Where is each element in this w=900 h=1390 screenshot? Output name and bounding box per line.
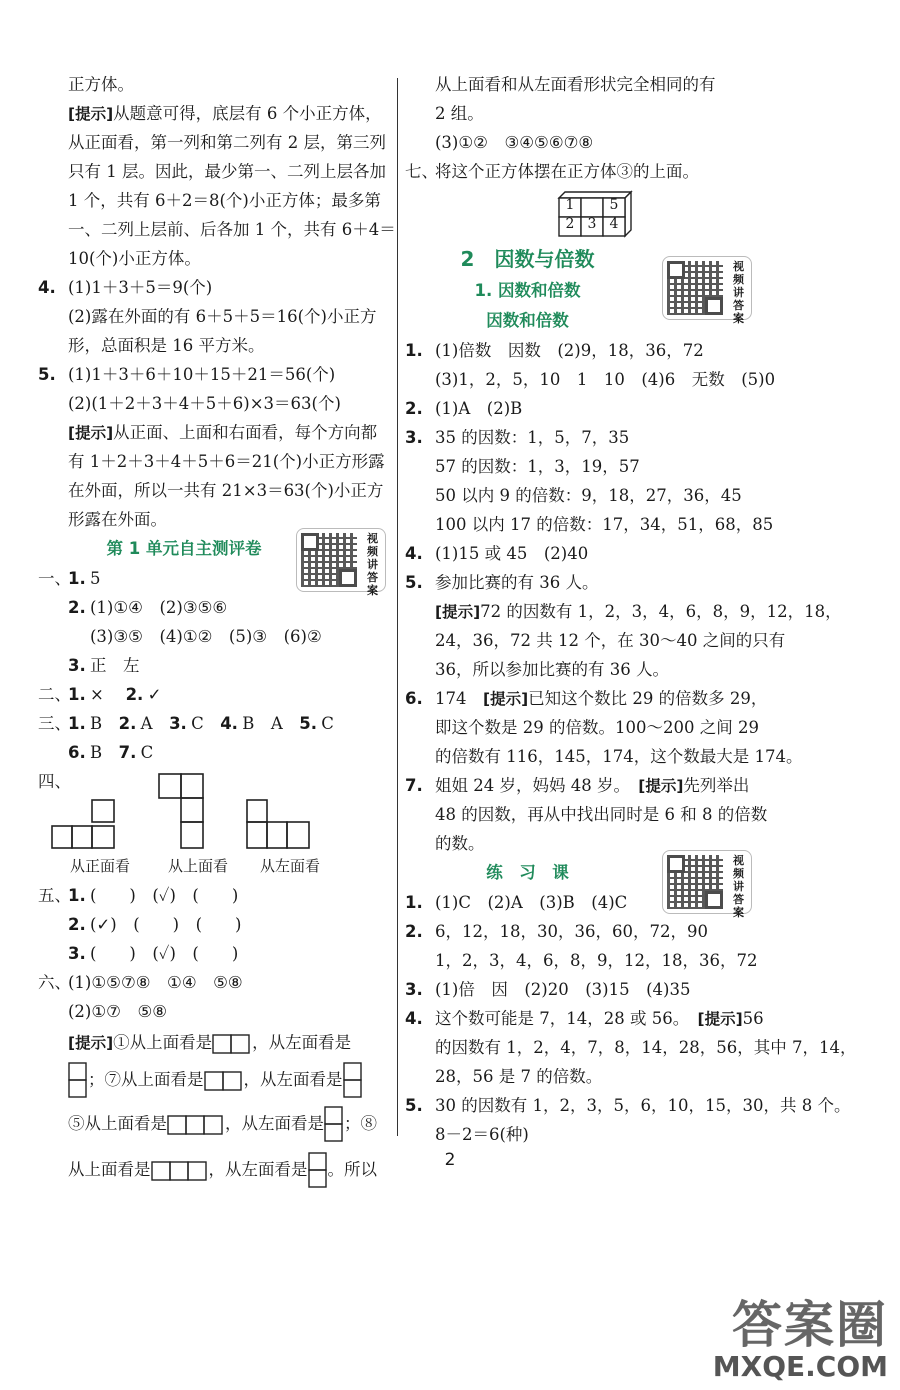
- practice-5: 5. 30 的因数有 1，2，3，5，6，10，15，30，共 8 个。: [405, 1096, 851, 1115]
- text-line: 从上面看是 ，从左面看是 。所以: [38, 1147, 390, 1193]
- caption-left: 从左面看: [260, 857, 321, 875]
- page-number: 2: [444, 1150, 456, 1170]
- section-3: 三、1. B 2. A 3. C 4. B A 5. C: [38, 714, 334, 733]
- cube-label-5: 5: [609, 197, 619, 213]
- answer-line: (3)1，2，5，10 1 10 (4)6 无数 (5)0: [435, 370, 776, 389]
- text-line: 的因数有 1，2，4，7，8，14，28，56，其中 7，14，: [435, 1038, 857, 1057]
- text-line: 从正面看，第一列和第二列有 2 层，第三列: [68, 133, 386, 152]
- text-line: (2)(1＋2＋3＋4＋5＋6)×3＝63(个): [68, 394, 341, 413]
- text-line: 2 组。: [435, 104, 484, 123]
- answer-6: 6. 174 [提示]已知这个数比 29 的倍数多 29，: [405, 689, 768, 708]
- answer-5: 5. 参加比赛的有 36 人。: [405, 573, 599, 592]
- text-line: 36，所以参加比赛的有 36 人。: [435, 660, 669, 679]
- left-column: [38, 70, 396, 1193]
- cube-label-1: 1: [565, 197, 575, 213]
- text-line: 形，总面积是 16 平方米。: [68, 336, 265, 355]
- watermark-url: MXQE.COM: [712, 1350, 888, 1383]
- qr-caption: 视频讲答案: [733, 854, 744, 919]
- vertical-two-squares-shape: [68, 1062, 88, 1100]
- answer-line: 100 以内 17 的倍数：17，34，51，68，85: [435, 515, 774, 534]
- section-2: 二、1. × 2. ✓: [38, 685, 162, 704]
- text-line: 有 1＋2＋3＋4＋5＋6＝21(个)小正方形露: [68, 452, 385, 471]
- practice-title: 练 习 课: [486, 863, 569, 882]
- practice-3: 3. (1)倍 因 (2)20 (3)15 (4)35: [405, 980, 691, 999]
- practice-4: 4. 这个数可能是 7，14，28 或 56。 [提示]56: [405, 1009, 764, 1028]
- answer-1: 1. (1)倍数 因数 (2)9，18，36，72: [405, 341, 704, 360]
- text-line: [提示]从题意可得，底层有 6 个小正方体，: [68, 104, 382, 123]
- section-title: 1. 因数和倍数: [474, 281, 581, 300]
- text-line: 的数。: [435, 834, 485, 853]
- section-5: 五、1. ( ) (✓) ( ): [38, 886, 239, 905]
- hint-label: [提示]: [68, 105, 114, 123]
- answer-5: 5. (1)1＋3＋6＋10＋15＋21＝56(个): [38, 365, 336, 384]
- text-line: [提示]①从上面看是 ，从左面看是: [68, 1033, 352, 1052]
- hint-label: [提示]: [483, 690, 529, 708]
- hint-label: [提示]: [68, 1034, 114, 1052]
- left-view-figure: [233, 796, 325, 854]
- top-view-shape: [145, 770, 217, 854]
- answer-line: (3)①② ③④⑤⑥⑦⑧: [435, 133, 594, 152]
- vertical-two-squares-shape: [324, 1106, 344, 1144]
- top-view-figure: [135, 770, 227, 854]
- column-divider: [397, 78, 398, 1136]
- answer-line: 1，2，3，4，6，8，9，12，18，36，72: [435, 951, 758, 970]
- three-squares-shape: [167, 1115, 225, 1135]
- qr-code-video-answers[interactable]: [662, 850, 752, 919]
- vertical-two-squares-shape: [343, 1062, 363, 1100]
- two-squares-shape: [212, 1034, 252, 1054]
- text-line: 从上面看和从左面看形状完全相同的有: [435, 75, 716, 94]
- answer-7: 7. 姐姐 24 岁，妈妈 48 岁。 [提示]先列举出: [405, 776, 750, 795]
- chapter-title: 2 因数与倍数: [460, 247, 595, 271]
- answer-line: 2. (1)①④ (2)③⑤⑥: [68, 598, 228, 617]
- cube-figure: [405, 186, 760, 242]
- text-line: 正方体。: [68, 75, 134, 94]
- qr-caption: 视频讲答案: [733, 260, 744, 325]
- text-line: 24，36，72 共 12 个，在 30～40 之间的只有: [435, 631, 786, 650]
- text-line: 形露在外面。: [68, 510, 167, 529]
- text-line: 即这个数是 29 的倍数。100～200 之间 29: [435, 718, 759, 737]
- hint-label: [提示]: [697, 1010, 743, 1028]
- answer-line: 3. ( ) (✓) ( ): [68, 944, 239, 963]
- text-line: 10(个)小正方体。: [68, 249, 201, 268]
- answer-line: (2)①⑦ ⑤⑧: [68, 1002, 168, 1021]
- cube-label-3: 3: [587, 216, 597, 232]
- cube-label-4: 4: [609, 216, 619, 232]
- two-squares-shape: [204, 1071, 244, 1091]
- qr-code-icon: [667, 855, 723, 909]
- text-line: 在外面，所以一共有 21×3＝63(个)小正方: [68, 481, 384, 500]
- view-figures: [38, 796, 390, 852]
- text-line: 一、二列上层前、后各加 1 个，共有 6＋4＝: [68, 220, 396, 239]
- text-line: 28，56 是 7 的倍数。: [435, 1067, 603, 1086]
- left-view-shape: [243, 796, 315, 854]
- lesson-title: 因数和倍数: [486, 311, 569, 330]
- answer-line: 3. 正 左: [68, 656, 140, 675]
- text-line: 只有 1 层。因此，最少第一、二列上层各加: [68, 162, 386, 181]
- text-line: ；⑦从上面看是 ，从左面看是: [38, 1059, 390, 1101]
- unit-test-title: 第 1 单元自主测评卷: [106, 539, 262, 558]
- answer-line: 50 以内 9 的倍数：9，18，27，36，45: [435, 486, 742, 505]
- right-column: [405, 70, 857, 1149]
- front-view-figure: [38, 796, 130, 854]
- section-7: 七、将这个正方体摆在正方体③的上面。: [405, 162, 699, 181]
- qr-caption: 视频讲答案: [367, 532, 378, 597]
- qr-code-icon: [667, 261, 723, 315]
- hint-label: [提示]: [435, 603, 481, 621]
- answer-line: (3)③⑤ (4)①② (5)③ (6)②: [90, 627, 322, 646]
- section-4: 四、: [38, 772, 71, 791]
- answer-3: 3. 35 的因数：1，5，7，35: [405, 428, 630, 447]
- qr-code-video-answers[interactable]: [662, 256, 752, 325]
- qr-code-video-answers[interactable]: [296, 528, 386, 597]
- hint-label: [提示]: [638, 777, 684, 795]
- text-line: ⑤从上面看是 ，从左面看是 ；⑧: [38, 1101, 390, 1147]
- text-line: [提示]从正面、上面和右面看，每个方向都: [68, 423, 378, 442]
- watermark-logo: 答案圈: [732, 1296, 888, 1354]
- section-1: 一、1. 5: [38, 569, 101, 588]
- text-line: (2)露在外面的有 6＋5＋5＝16(个)小正方: [68, 307, 377, 326]
- text-line: 8－2＝6(种): [435, 1125, 529, 1144]
- answer-line: 57 的因数：1，3，19，57: [435, 457, 640, 476]
- cube-label-2: 2: [565, 216, 575, 232]
- figure-captions: [38, 852, 390, 881]
- qr-code-icon: [301, 533, 357, 587]
- answer-line: 2. (✓) ( ) ( ): [68, 915, 242, 934]
- practice-1: 1. (1)C (2)A (3)B (4)C: [405, 893, 628, 912]
- front-view-shape: [48, 796, 120, 854]
- practice-2: 2. 6，12，18，30，36，60，72，90: [405, 922, 708, 941]
- section-6: 六、(1)①⑤⑦⑧ ①④ ⑤⑧: [38, 973, 243, 992]
- answer-4: 4. (1)1＋3＋5＝9(个): [38, 278, 213, 297]
- caption-top: 从上面看: [168, 857, 229, 875]
- answer-4: 4. (1)15 或 45 (2)40: [405, 544, 589, 563]
- hint-label: [提示]: [68, 424, 114, 442]
- watermark: [713, 1298, 888, 1382]
- caption-front: 从正面看: [70, 857, 131, 875]
- text-line: 的倍数有 116，145，174，这个数最大是 174。: [435, 747, 803, 766]
- text-line: 48 的因数，再从中找出同时是 6 和 8 的倍数: [435, 805, 768, 824]
- answer-line: 6. B 7. C: [68, 743, 154, 762]
- answer-2: 2. (1)A (2)B: [405, 399, 523, 418]
- text-line: 1 个，共有 6＋2＝8(个)小正方体；最多第: [68, 191, 381, 210]
- text-line: [提示]72 的因数有 1，2，3，4，6，8，9，12，18，: [435, 602, 842, 621]
